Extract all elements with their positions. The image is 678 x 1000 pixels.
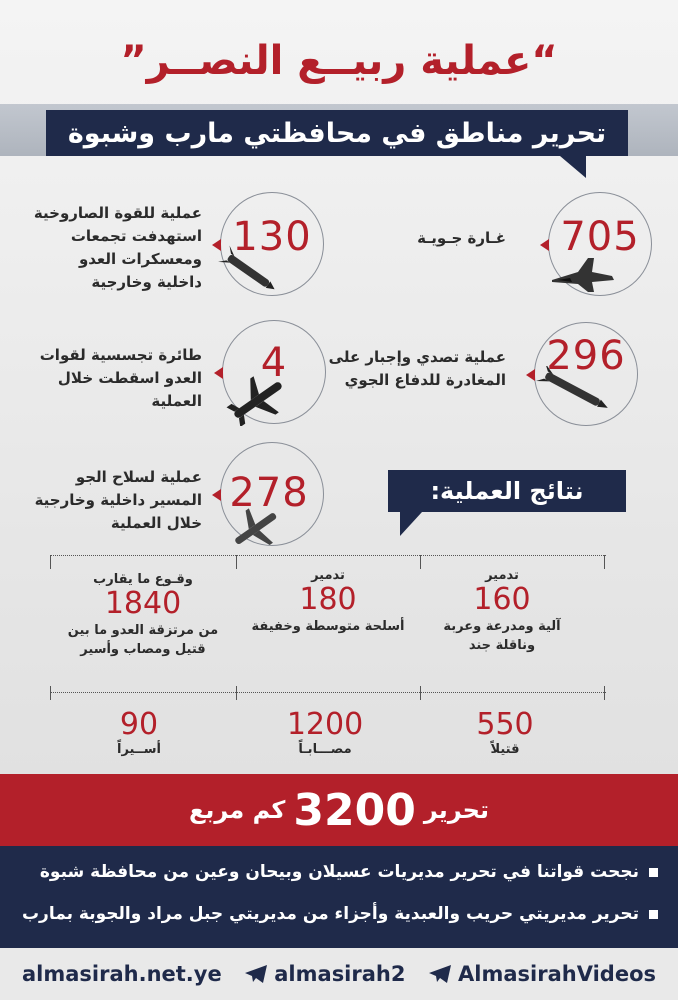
footer-telegram-channel[interactable]: almasirah2 xyxy=(244,962,405,986)
subtitle-text: تحرير مناطق في محافظتي مارب وشبوة xyxy=(46,110,628,156)
subtitle-banner xyxy=(0,104,678,164)
result-killed: 550 قتيلاً xyxy=(476,707,534,757)
telegram-icon xyxy=(244,964,268,984)
liberation-value: 3200 xyxy=(293,784,416,836)
stat-value-spy-planes: 4 xyxy=(260,340,288,386)
missile-icon xyxy=(218,244,282,300)
stat-label-drones: عملية لسلاح الجو المسير داخلية وخارجية خلال العملية xyxy=(34,468,202,532)
result-vehicles: تدمير 160 آلية ومدرعة وعربة وناقلة جند xyxy=(443,568,561,653)
airplane-icon xyxy=(226,374,290,426)
note-item: نجحت قواتنا في تحرير مديريات عسيلان وبيحان وعين من محافظة شبوة xyxy=(40,862,658,882)
stat-value-air-defense: 296 xyxy=(546,333,626,379)
timeline-top xyxy=(50,555,606,556)
telegram-icon xyxy=(428,964,452,984)
footer-telegram-videos[interactable]: AlmasirahVideos xyxy=(428,962,656,986)
footer xyxy=(0,948,678,1000)
stat-label-spy-planes: طائرة تجسسية لقوات العدو اسقطت خلال العملية xyxy=(39,346,202,410)
stat-label-airstrikes: غـارة جـويـة xyxy=(417,229,506,247)
note-item: تحرير مديريتي حريب والعبدية وأجزاء من مديريتي جبل مراد والجوبة بمارب xyxy=(22,904,658,924)
timeline-bottom xyxy=(50,692,606,693)
stat-value-missile-force: 130 xyxy=(232,214,312,260)
liberation-prefix: تحرير xyxy=(423,796,489,824)
notes-panel xyxy=(0,846,678,948)
result-injured: 1200 مصـــابـاً xyxy=(286,707,364,757)
drone-icon xyxy=(228,506,284,552)
result-weapons: تدمير 180 أسلحة متوسطة وخفيفة xyxy=(251,568,405,634)
stat-value-airstrikes: 705 xyxy=(560,214,640,260)
stat-value-drones: 278 xyxy=(229,470,309,516)
stat-label-missile-force: عملية للقوة الصاروخية استهدفت تجمعات ومعسكرات العدو داخلية وخارجية xyxy=(33,204,202,291)
page-title: “عملية ربيــع النصــر” xyxy=(120,38,558,84)
footer-website[interactable]: almasirah.net.ye xyxy=(22,962,222,986)
bullet-icon xyxy=(649,910,658,919)
fighter-jet-icon xyxy=(548,250,618,294)
stat-label-air-defense: عملية تصدي وإجبار على المغادرة للدفاع الجوي xyxy=(328,348,506,389)
bullet-icon xyxy=(649,868,658,877)
liberation-unit: كم مربع xyxy=(189,796,286,824)
result-captured: 90 أســيراً xyxy=(117,707,161,757)
result-casualties: وقـوع ما يقارب 1840 من مرتزقة العدو ما بين قتيل ومصاب وأسير xyxy=(67,572,219,657)
liberated-area-strip xyxy=(0,774,678,846)
results-title: نتائج العملية: xyxy=(388,470,626,512)
missile-icon xyxy=(536,366,616,416)
